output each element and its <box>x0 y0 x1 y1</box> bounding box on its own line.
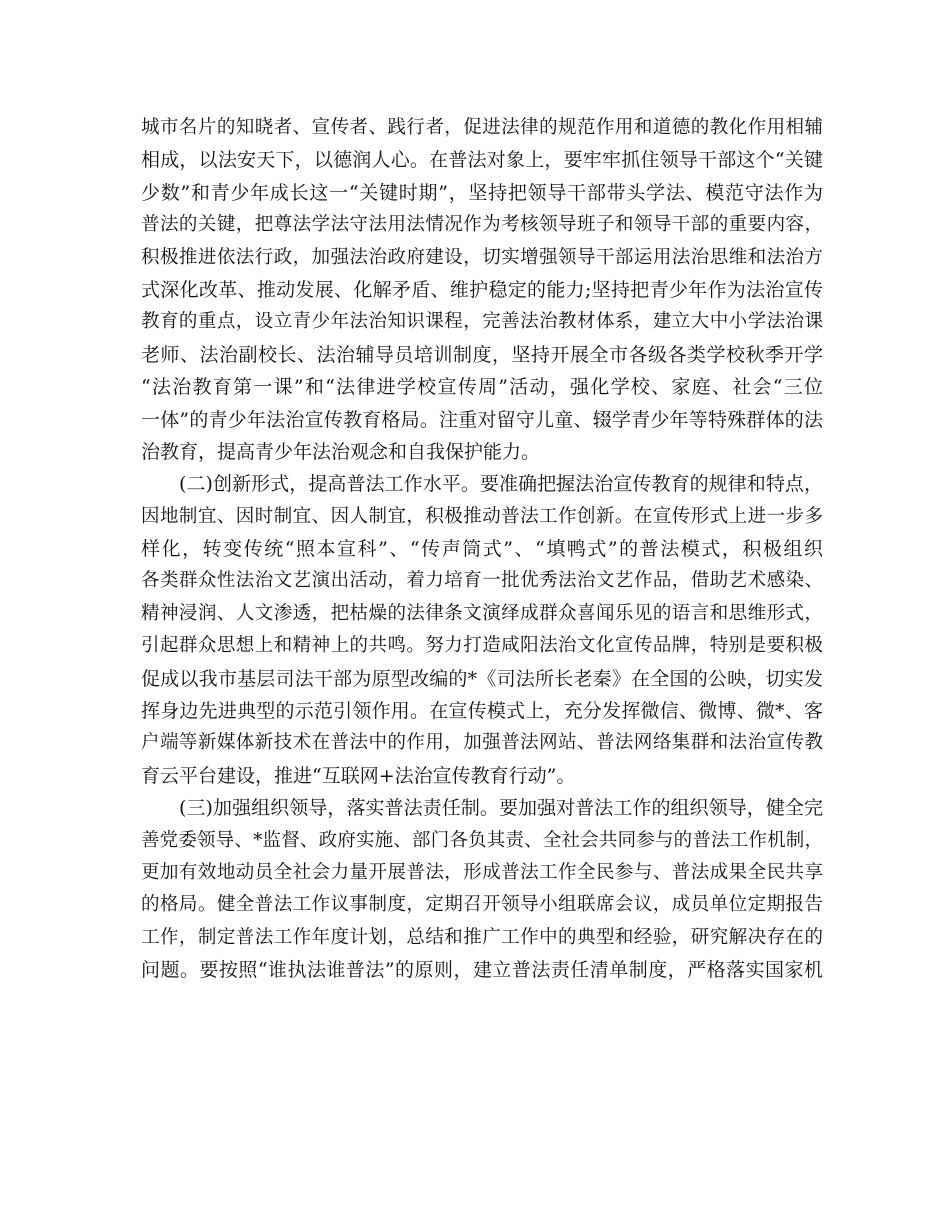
text-line: 少数”和青少年成长这一“关键时期”，坚持把领导干部带头学法、模范守法作为 <box>141 181 823 204</box>
text-line: 工作，制定普法工作年度计划，总结和推广工作中的典型和经验，研究解决存在的 <box>141 926 823 948</box>
text-line: 治教育，提高青少年法治观念和自我保护能力。 <box>141 440 541 463</box>
text-line: 更加有效地动员全社会力量开展普法，形成普法工作全民参与、普法成果全民共享 <box>141 861 823 883</box>
text-line: 因地制宜、因时制宜、因人制宜，积极推动普法工作创新。在宣传形式上进一步多 <box>141 505 823 527</box>
text-line: 挥身边先进典型的示范引领作用。在宣传模式上，充分发挥微信、微博、微*、客 <box>141 700 823 723</box>
text-line: 式深化改革、推动发展、化解矛盾、维护稳定的能力;坚持把青少年作为法治宣传 <box>141 278 823 301</box>
text-line: 一体”的青少年法治宣传教育格局。注重对留守儿童、辍学青少年等特殊群体的法 <box>141 408 823 431</box>
text-line: 教育的重点，设立青少年法治知识课程，完善法治教材体系，建立大中小学法治课 <box>141 311 823 333</box>
document-body <box>141 112 823 987</box>
text-line: “法治教育第一课”和“法律进学校宣传周”活动，强化学校、家庭、社会“三位 <box>141 376 823 399</box>
text-line: 引起群众思想上和精神上的共鸣。努力打造咸阳法治文化宣传品牌，特别是要积极 <box>141 635 823 657</box>
text-line: 问题。要按照“谁执法谁普法”的原则，建立普法责任清单制度，严格落实国家机 <box>141 959 823 982</box>
text-line: 积极推进依法行政，加强法治政府建设，切实增强领导干部运用法治思维和法治方 <box>141 246 823 268</box>
text-line: 善党委领导、*监督、政府实施、部门各负其责、全社会共同参与的普法工作机制， <box>141 829 823 851</box>
text-line: 育云平台建设，推进“互联网+法治宣传教育行动”。 <box>141 764 576 787</box>
text-line: 户端等新媒体新技术在普法中的作用，加强普法网站、普法网络集群和法治宣传教 <box>141 732 823 754</box>
text-line: 相成，以法安天下，以德润人心。在普法对象上，要牢牢抓住领导干部这个“关键 <box>141 149 823 172</box>
text-line: (三)加强组织领导，落实普法责任制。要加强对普法工作的组织领导，健全完 <box>179 797 823 820</box>
text-line: 样化，转变传统“照本宣科”、“传声筒式”、“填鸭式”的普法模式，积极组织 <box>141 538 823 561</box>
text-line: 普法的关键，把尊法学法守法用法情况作为考核领导班子和领导干部的重要内容， <box>141 214 823 236</box>
text-line: 各类群众性法治文艺演出活动，着力培育一批优秀法治文艺作品，借助艺术感染、 <box>141 570 823 592</box>
text-line: (二)创新形式，提高普法工作水平。要准确把握法治宣传教育的规律和特点， <box>179 473 823 496</box>
text-line: 的格局。健全普法工作议事制度，定期召开领导小组联席会议，成员单位定期报告 <box>141 894 823 916</box>
text-line: 精神浸润、人文渗透，把枯燥的法律条文演绎成群众喜闻乐见的语言和思维形式， <box>141 602 823 624</box>
text-line: 老师、法治副校长、法治辅导员培训制度，坚持开展全市各级各类学校秋季开学 <box>141 343 823 366</box>
text-line: 城市名片的知晓者、宣传者、践行者，促进法律的规范作用和道德的教化作用相辅 <box>141 117 823 138</box>
text-line: 促成以我市基层司法干部为原型改编的*《司法所长老秦》在全国的公映，切实发 <box>141 667 823 690</box>
